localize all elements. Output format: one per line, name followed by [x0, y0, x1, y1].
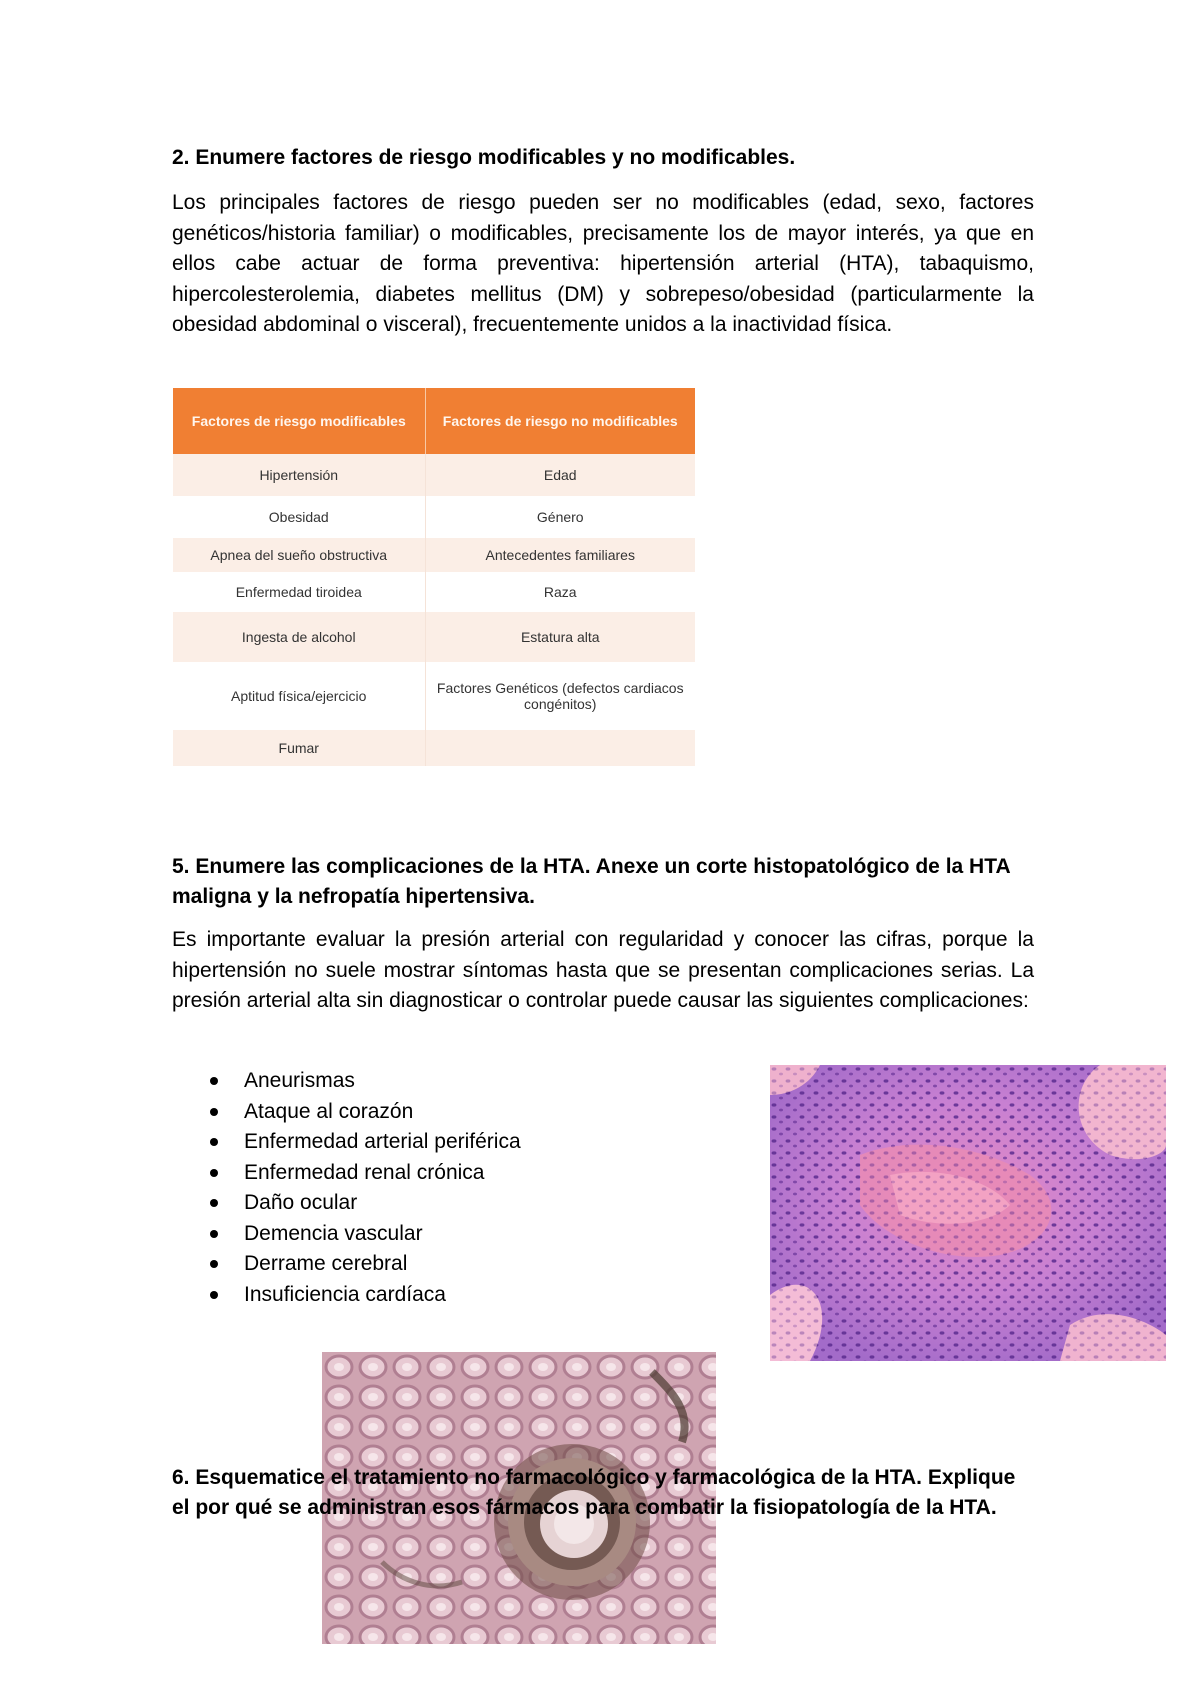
list-item: [190, 1097, 521, 1128]
modifiable-cell: Hipertensión: [173, 454, 425, 496]
section-2-paragraph: Los principales factores de riesgo pueden ser no modificables (edad, sexo, factores genéticos/historia familiar) o modificables, precisamente los de mayor interés, ya que en ellos cabe actuar de forma preventiva: hipertensión arterial (HTA), tabaquismo, hipercolesterolemia, diabetes mellitus (DM) y sobrepeso/obesidad (particularmente la obesidad abdominal o visceral), frecuentemente unidos a la inactividad física.: [172, 191, 1034, 336]
list-item: [190, 1188, 521, 1219]
modifiable-cell: Apnea del sueño obstructiva: [173, 538, 425, 572]
list-item: [190, 1280, 521, 1311]
list-item-label: Enfermedad renal crónica: [244, 1160, 485, 1184]
list-item-label: Insuficiencia cardíaca: [244, 1282, 446, 1306]
list-item-label: Demencia vascular: [244, 1221, 423, 1245]
list-item-label: Derrame cerebral: [244, 1252, 408, 1275]
list-item: [190, 1219, 521, 1250]
list-item: [190, 1066, 521, 1097]
table-header-row: [173, 388, 695, 454]
section-2-title: 2. Enumere factores de riesgo modificables y no modificables.: [172, 146, 796, 169]
section-5-paragraph: Es importante evaluar la presión arterial con regularidad y conocer las cifras, porque la hipertensión no suele mostrar síntomas hasta que se presentan complicaciones serias. La presión arterial alta sin diagnosticar o controlar puede causar las siguientes complicaciones:: [172, 928, 1034, 1012]
table-row: [173, 454, 695, 496]
bullet-icon: [210, 1291, 218, 1299]
bullet-icon: [210, 1230, 218, 1238]
list-item: [190, 1158, 521, 1189]
complications-list: [190, 1066, 521, 1310]
table-row: [173, 538, 695, 572]
table-row: [173, 496, 695, 538]
bullet-icon: [210, 1108, 218, 1116]
modifiable-cell: Obesidad: [173, 496, 425, 538]
table-row: [173, 662, 695, 730]
bullet-icon: [210, 1138, 218, 1146]
table-row: [173, 730, 695, 766]
non-modifiable-cell: Factores Genéticos (defectos cardiacos congénitos): [436, 680, 684, 712]
list-item: [190, 1127, 521, 1158]
modifiable-cell: Aptitud física/ejercicio: [173, 662, 425, 730]
list-item-label: Enfermedad arterial periférica: [244, 1130, 521, 1153]
bullet-icon: [210, 1169, 218, 1177]
header-modifiable: Factores de riesgo modificables: [173, 388, 425, 454]
modifiable-cell: Ingesta de alcohol: [173, 612, 425, 662]
section-6-title: 6. Esquematice el tratamiento no farmacológico y farmacológica de la HTA. Explique el por qué se administran esos fármacos para combatir la fisiopatología de la HTA.: [172, 1466, 1016, 1519]
table-row: [173, 612, 695, 662]
list-item: [190, 1249, 521, 1280]
modifiable-cell: Fumar: [173, 730, 425, 766]
non-modifiable-cell: [425, 730, 695, 766]
non-modifiable-cell: Antecedentes familiares: [425, 538, 695, 572]
header-non-modifiable: Factores de riesgo no modificables: [425, 388, 695, 454]
bullet-icon: [210, 1260, 218, 1268]
list-item-label: Daño ocular: [244, 1191, 358, 1214]
bullet-icon: [210, 1077, 218, 1085]
non-modifiable-cell: Raza: [543, 584, 577, 600]
non-modifiable-cell: Género: [536, 509, 584, 525]
modifiable-cell: Enfermedad tiroidea: [173, 572, 425, 612]
non-modifiable-cell: Estatura alta: [425, 612, 695, 662]
section-5-title: 5. Enumere las complicaciones de la HTA. Anexe un corte histopatológico de la HTA maligna y la nefropatía hipertensiva.: [172, 855, 1010, 908]
bullet-icon: [210, 1199, 218, 1207]
list-item-label: Ataque al corazón: [244, 1099, 414, 1123]
non-modifiable-cell: Edad: [425, 454, 695, 496]
table-row: [173, 572, 695, 612]
histology-image-malignant-hta: [770, 1065, 1166, 1361]
risk-factors-table: [173, 388, 695, 766]
list-item-label: Aneurismas: [244, 1069, 355, 1092]
